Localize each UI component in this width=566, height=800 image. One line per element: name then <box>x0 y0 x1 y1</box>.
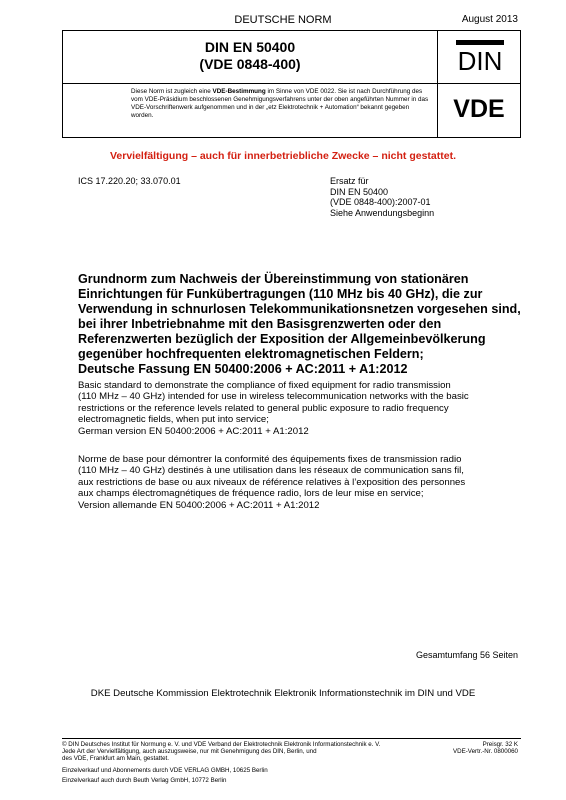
notice-bold: VDE-Bestimmung <box>212 88 266 95</box>
title-line: (110 MHz – 40 GHz) intended for use in wireless telecommunication networks with the basic <box>78 391 469 403</box>
replaces-line: Ersatz für <box>330 176 369 186</box>
title-french <box>78 454 528 511</box>
din-logo-text: DIN <box>457 46 503 73</box>
footer-divider <box>62 738 521 739</box>
order-number: VDE-Vertr.-Nr. 0800060 <box>453 748 518 756</box>
title-german <box>78 272 528 377</box>
replaces-line: DIN EN 50400 <box>330 186 389 197</box>
publication-date: August 2013 <box>461 14 518 25</box>
title-line: Norme de base pour démontrer la conformité des équipements fixes de transmission radio <box>78 454 462 465</box>
vde-logo-icon <box>446 95 512 121</box>
notice-part2: im Sinne von VDE 0022. Sie ist nach Durchführung des vom VDE-Präsidium beschlossenen Genehmigungsverfahrens unter der oben angeführten Nummer in das VDE-Vorschriftenwerk aufgenommen und in der „etz Elektrotechnik + Automation“ bekannt gegeben worden. <box>131 88 429 119</box>
price-group: Preisgr. 32 K <box>482 741 518 748</box>
footer-copyright <box>62 741 422 763</box>
ics-code: ICS 17.220.20; 33.070.01 <box>78 176 181 186</box>
title-line: gegenüber hochfrequenten elektromagnetischen Feldern; <box>78 347 424 361</box>
title-line: (110 MHz – 40 GHz) destinés à une utilisation dans les réseaux de communication sans fil, <box>78 465 464 477</box>
divider <box>63 83 520 84</box>
title-line: German version EN 50400:2006 + AC:2011 + A1:2012 <box>78 425 309 437</box>
title-line: bei ihrer Inbetriebnahme mit den Basisgrenzwerten oder den <box>78 317 442 331</box>
copyright-line: © DIN Deutsches Institut für Normung e. V. und VDE Verband der Elektrotechnik Elektronik Informationstechnik e. V. <box>62 741 381 748</box>
notice-part1: Diese Norm ist zugleich eine <box>131 88 213 95</box>
title-line: Version allemande EN 50400:2006 + AC:2011 + A1:2012 <box>78 499 320 511</box>
title-line: Einrichtungen für Funkübertragungen (110 MHz bis 40 GHz), die zur <box>78 287 483 301</box>
title-line: Deutsche Fassung EN 50400:2006 + AC:2011 + A1:2012 <box>78 362 408 376</box>
vde-notice <box>131 88 431 120</box>
norm-type: DEUTSCHE NORM <box>234 14 332 26</box>
copyright-line: Jede Art der Vervielfältigung, auch auszugsweise, nur mit Genehmigung des DIN, Berlin, und <box>62 748 317 756</box>
replaces-line: (VDE 0848-400):2007-01 <box>330 197 431 207</box>
sales-info: Einzelverkauf und Abonnements durch VDE VERLAG GMBH, 10625 Berlin <box>62 767 268 774</box>
title-line: electromagnetic fields, when put into service; <box>78 414 269 426</box>
title-line: aux restrictions de base ou aux niveaux de référence relatives à l’exposition des personnes <box>78 476 466 488</box>
replaces-block <box>330 176 434 218</box>
divider <box>437 31 438 137</box>
title-line: Verwendung in schnurlosen Telekommunikationsnetzen vorgesehen sind, <box>78 302 521 316</box>
title-line: restrictions or the reference levels related to general public exposure to radio frequency <box>78 402 449 414</box>
header-box <box>62 30 521 138</box>
title-line: aux champs électromagnétiques de fréquence radio, lors de leur mise en service; <box>78 488 424 500</box>
copy-warning: Vervielfältigung – auch für innerbetriebliche Zwecke – nicht gestattet. <box>109 150 456 162</box>
copyright-line: des VDE, Frankfurt am Main, gestattet. <box>62 755 169 763</box>
footer-price-block <box>453 741 518 755</box>
sales-info: Einzelverkauf auch durch Beuth Verlag GmbH, 10772 Berlin <box>62 777 227 784</box>
vde-logo-text: VDE <box>453 95 505 121</box>
din-logo-icon <box>455 39 505 73</box>
title-line: Referenzwerten bezüglich der Exposition der Allgemeinbevölkerung <box>78 332 486 346</box>
total-pages: Gesamtumfang 56 Seiten <box>415 650 518 660</box>
title-line: Basic standard to demonstrate the compliance of fixed equipment for radio transmission <box>78 380 451 391</box>
document-number <box>63 39 437 73</box>
title-english <box>78 380 528 437</box>
title-line: Grundnorm zum Nachweis der Übereinstimmung von stationären <box>78 272 469 286</box>
committee-line: DKE Deutsche Kommission Elektrotechnik Elektronik Informationstechnik im DIN und VDE <box>90 688 476 699</box>
replaces-line: Siehe Anwendungsbeginn <box>330 207 435 218</box>
document-number-din: DIN EN 50400 <box>204 39 296 55</box>
document-number-vde: (VDE 0848-400) <box>199 56 301 72</box>
